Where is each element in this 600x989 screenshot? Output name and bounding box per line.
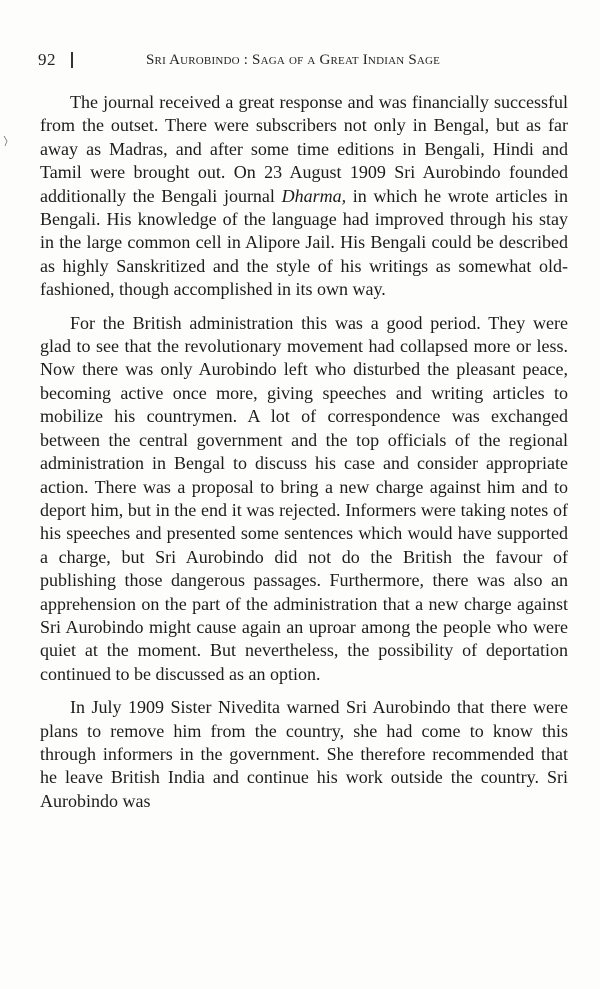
running-title: Sri Aurobindo : Saga of a Great Indian Sage [146,52,441,68]
paragraph-text: The journal received a great response and was financially successful from the outset. There were subscribers not only in Bengal, but as far away as Madras, and after some time editions in Bengali, Hindi and Tamil were brought out. On 23 August 1909 Sri Aurobindo founded additionally the Bengali journal [40,92,568,206]
paragraph [40,696,568,813]
italic-title-text: Dharma, [281,185,347,206]
paragraph-text: in which he wrote articles in Bengali. His knowledge of the language had improved through his stay in the large common cell in Alipore Jail. His Bengali could be described as highly Sanskritized and the style of his writings as somewhat old-fashioned, though accomplished in its own way. [40,185,568,300]
margin-mark [3,135,9,147]
paragraph-text: In July 1909 Sister Nivedita warned Sri Aurobindo that there were plans to remove him from the country, she had come to know this through informers in the government. She therefore recommended that he leave British India and continue his work outside the country. Sri Aurobindo was [40,697,568,811]
paragraph [40,91,568,302]
body-text [40,91,568,813]
paragraph-text: For the British administration this was a good period. They were glad to see that the revolutionary movement had collapsed more or less. Now there was only Aurobindo left who disturbed the pleasant peace, becoming active once more, giving speeches and writing articles to mobilize his countrymen. A lot of correspondence was exchanged between the central government and the top officials of the regional administration in Bengal to discuss his case and consider appropriate action. There was a proposal to bring a new charge against him and to deport him, but in the end it was rejected. Informers were taking notes of his speeches and presented some sentences which would have supported a charge, but Sri Aurobindo did not do the British the favour of publishing those dangerous passages. Furthermore, there was also an apprehension on the part of the administration that a new charge against Sri Aurobindo might cause again an uproar among the people who were quiet at the moment. But nevertheless, the possibility of deportation continued to be discussed as an option. [40,312,568,684]
header-divider [71,52,73,68]
page-number: 92 [38,50,56,69]
paragraph [40,312,568,687]
running-header [38,50,568,74]
